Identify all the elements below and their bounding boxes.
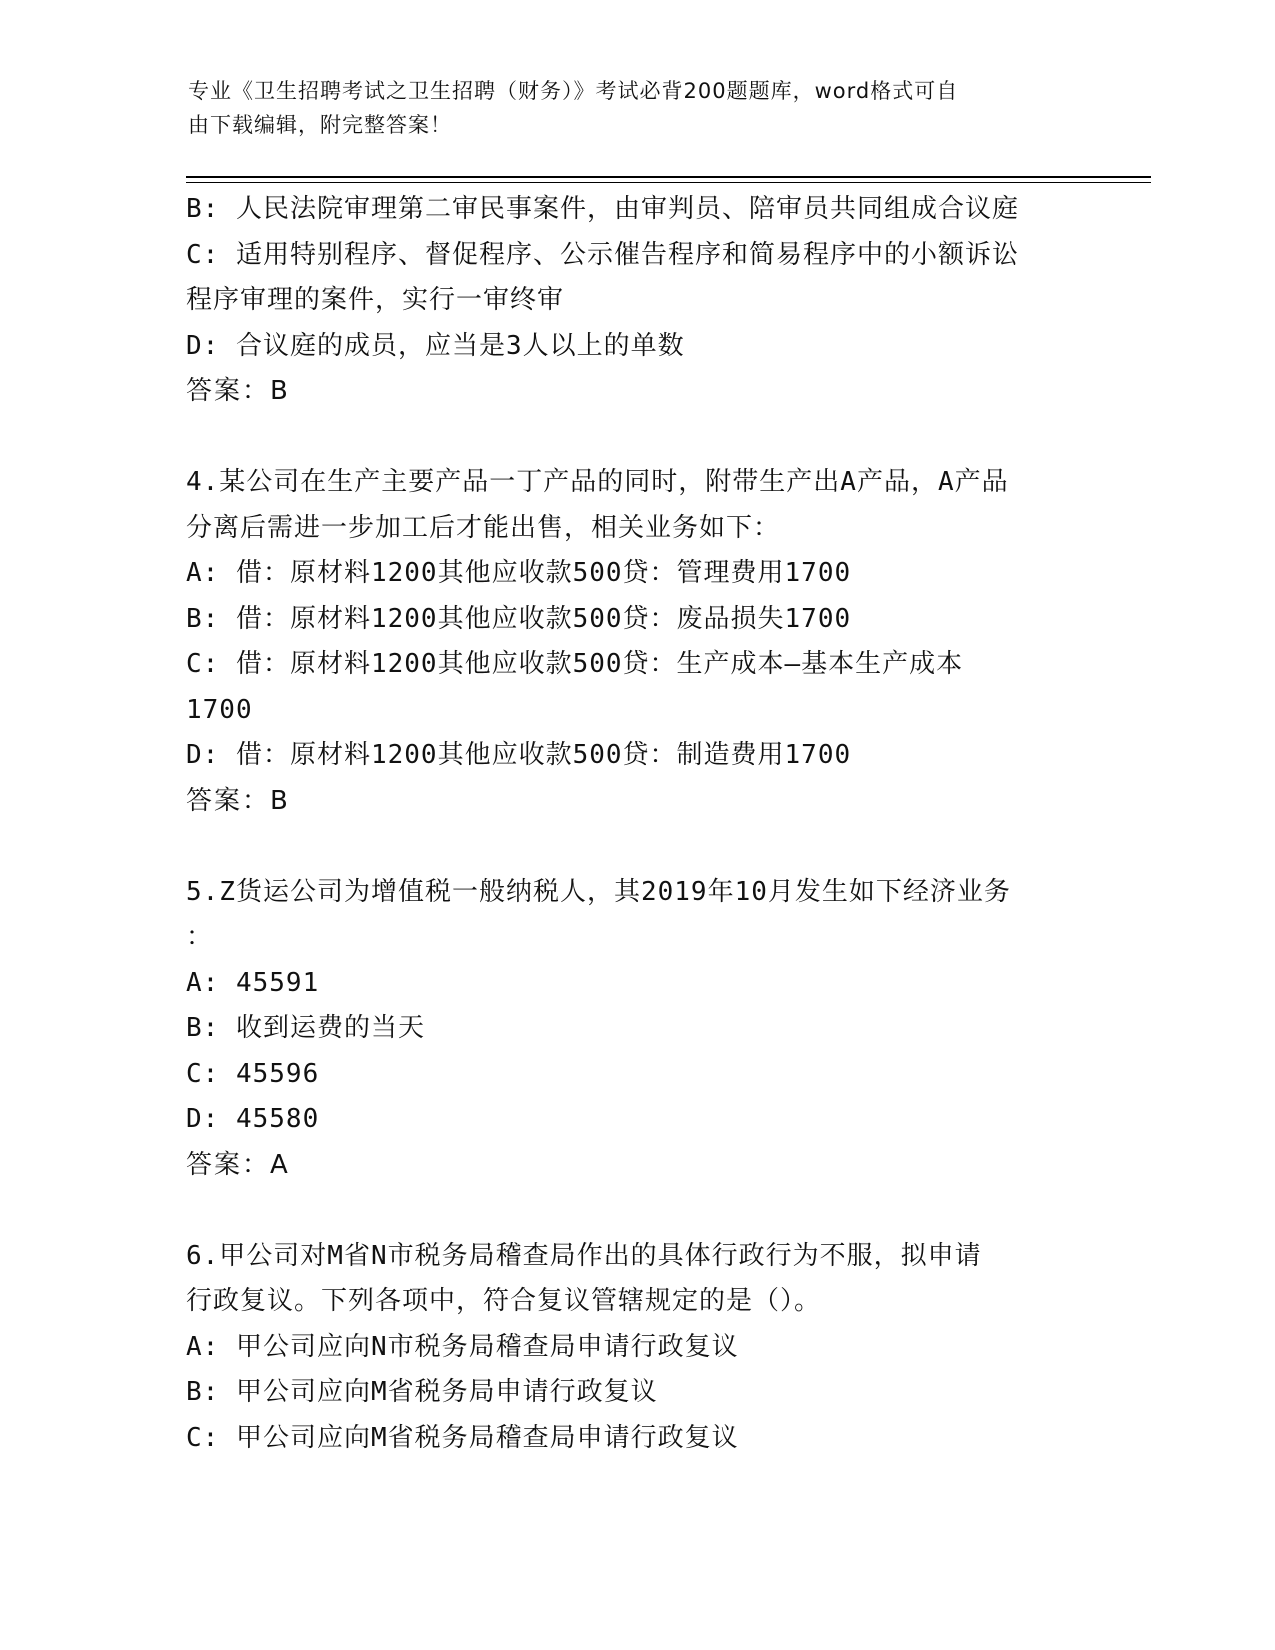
question-6-stem-line-1: 6.甲公司对M省N市税务局稽查局作出的具体行政行为不服，拟申请	[186, 1240, 982, 1271]
question-3-option-c-line-2: 程序审理的案件，实行一审终审	[186, 285, 565, 315]
question-5-stem-line-1: 5.Z货运公司为增值税一般纳税人，其2019年10月发生如下经济业务	[186, 876, 1011, 907]
question-4-option-c-line-1: C: 借：原材料1200其他应收款500贷：生产成本—基本生产成本	[186, 649, 964, 679]
question-3-option-d: D: 合议庭的成员，应当是3人以上的单数	[186, 330, 685, 361]
header-divider-thick	[186, 176, 1151, 178]
question-4-option-b: B: 借：原材料1200其他应收款500贷：废品损失1700	[186, 603, 852, 634]
question-4-option-c-line-2: 1700	[186, 694, 253, 725]
question-5-answer: 答案：A	[186, 1149, 290, 1180]
question-4-option-d: D: 借：原材料1200其他应收款500贷：制造费用1700	[186, 740, 852, 770]
question-6-option-c: C: 甲公司应向M省税务局稽查局申请行政复议	[186, 1422, 739, 1453]
question-4-answer: 答案：B	[186, 785, 290, 816]
spacer	[186, 415, 1086, 461]
header-title-line-1: 专业《卫生招聘考试之卫生招聘（财务）》考试必背200题题库，word格式可自	[188, 79, 959, 103]
question-5-option-a: A: 45591	[186, 967, 320, 998]
question-5-stem-line-2: ：	[186, 922, 214, 952]
question-list	[186, 187, 1086, 1461]
question-6-option-b: B: 甲公司应向M省税务局申请行政复议	[186, 1377, 658, 1407]
question-4	[186, 460, 1086, 824]
spacer	[186, 1188, 1086, 1234]
question-5-option-b: B: 收到运费的当天	[186, 1013, 425, 1043]
question-4-option-a: A: 借：原材料1200其他应收款500贷：管理费用1700	[186, 558, 852, 588]
question-6-stem-line-2: 行政复议。下列各项中，符合复议管辖规定的是（）。	[186, 1286, 822, 1316]
question-6-option-a: A: 甲公司应向N市税务局稽查局申请行政复议	[186, 1331, 739, 1362]
spacer	[186, 824, 1086, 870]
question-3-answer: 答案：B	[186, 376, 290, 406]
question-6	[186, 1234, 1086, 1462]
header-title-line-2: 由下载编辑，附完整答案！	[188, 113, 452, 137]
question-5-option-d: D: 45580	[186, 1104, 320, 1134]
question-3	[186, 187, 1086, 415]
question-3-option-b: B: 人民法院审理第二审民事案件，由审判员、陪审员共同组成合议庭	[186, 194, 1019, 224]
question-5-option-c: C: 45596	[186, 1058, 320, 1089]
header-divider-thin	[186, 182, 1151, 183]
question-3-option-c-line-1: C: 适用特别程序、督促程序、公示催告程序和简易程序中的小额诉讼	[186, 239, 1019, 270]
question-5	[186, 870, 1086, 1189]
question-4-stem-line-2: 分离后需进一步加工后才能出售，相关业务如下：	[186, 512, 781, 543]
question-4-stem-line-1: 4.某公司在生产主要产品一丁产品的同时，附带生产出A产品，A产品	[186, 467, 1009, 497]
document-header	[188, 74, 1068, 142]
